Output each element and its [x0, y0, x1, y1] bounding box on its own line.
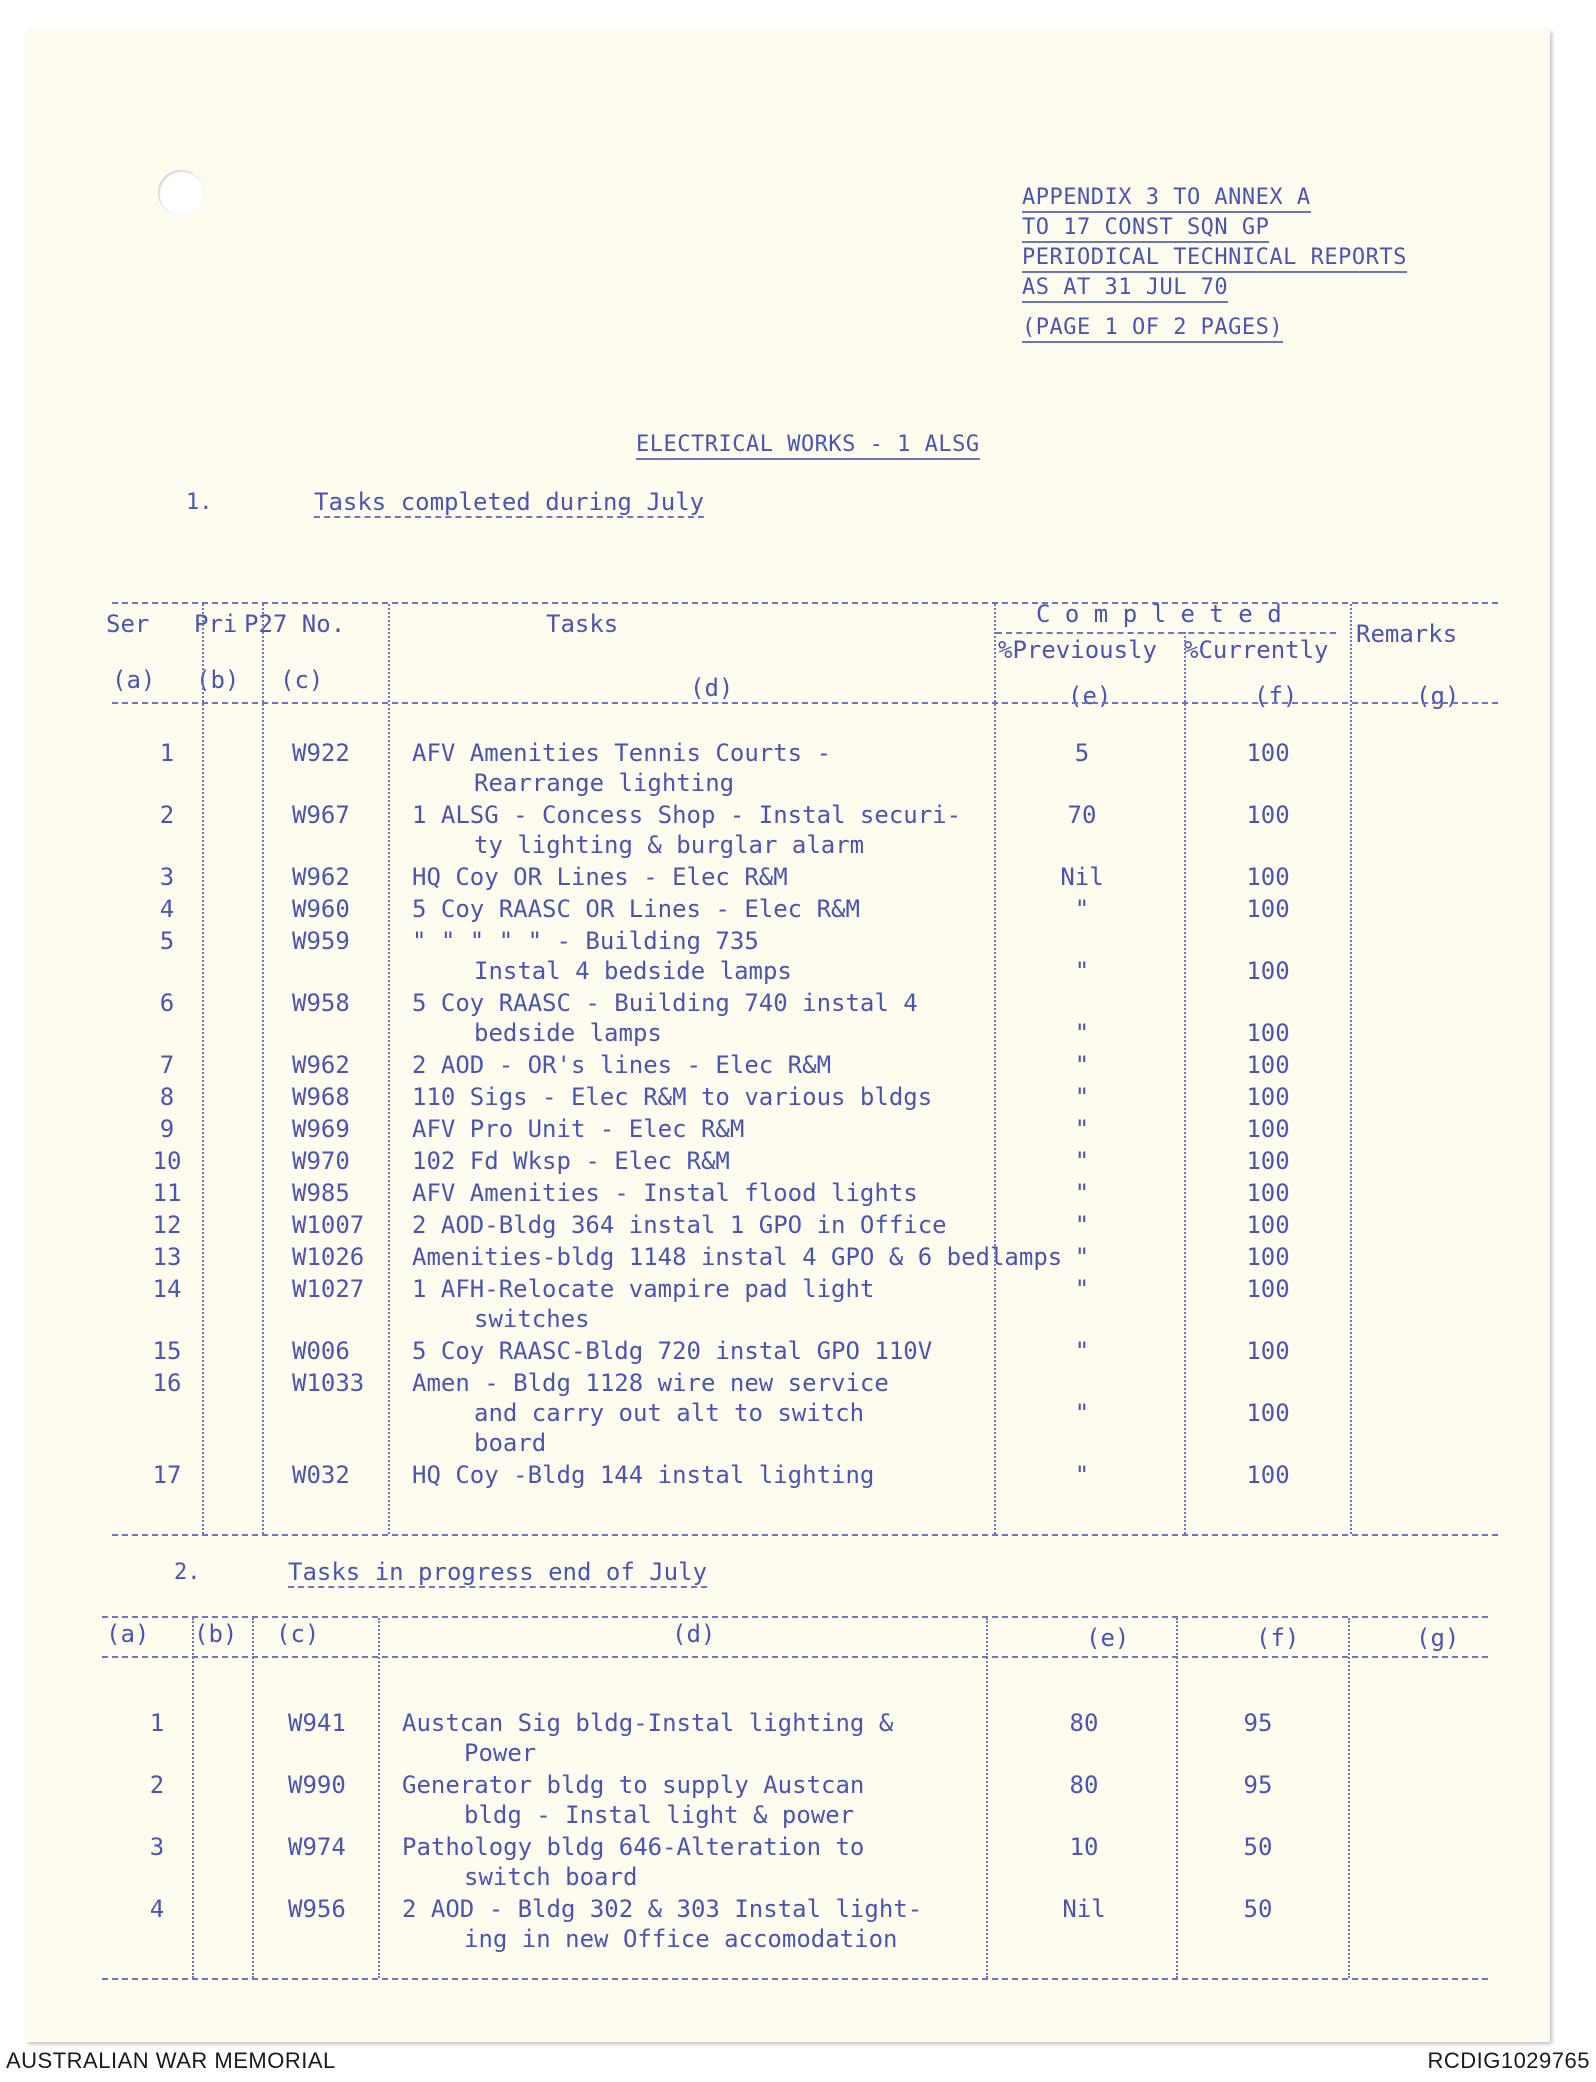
col-letter-g: (g): [1416, 682, 1460, 710]
cell-ser: 10: [152, 1147, 182, 1175]
col-header-currently: %Currently: [1184, 636, 1329, 664]
cell-currently: 100: [1246, 739, 1290, 767]
column-separator: [994, 604, 996, 1534]
cell-ser: 3: [149, 1833, 165, 1861]
column-separator: [1348, 1618, 1350, 1978]
cell-ser: 4: [149, 1895, 165, 1923]
cell-p27: W962: [292, 1051, 350, 1079]
cell-ser: 15: [152, 1337, 182, 1365]
cell-currently: 100: [1246, 957, 1290, 985]
col-letter-e: (e): [1068, 682, 1112, 710]
cell-currently: 100: [1246, 1461, 1290, 1489]
column-separator: [1176, 1618, 1178, 1978]
cell-task-line: Amenities-bldg 1148 instal 4 GPO & 6 bedlamps: [412, 1243, 1063, 1271]
archive-credit: AUSTRALIAN WAR MEMORIAL: [6, 2048, 336, 2073]
cell-p27: W990: [288, 1771, 346, 1799]
cell-p27: W958: [292, 989, 350, 1017]
cell-task-line: 2 AOD-Bldg 364 instal 1 GPO in Office: [412, 1211, 947, 1239]
section-1-heading: Tasks completed during July: [314, 488, 705, 516]
cell-previously: ": [1074, 1115, 1090, 1143]
header-line-3: PERIODICAL TECHNICAL REPORTS: [1022, 243, 1407, 273]
cell-p27: W1007: [292, 1211, 365, 1239]
column-separator: [378, 1618, 380, 1978]
cell-task-line: board: [474, 1429, 547, 1457]
cell-ser: 13: [152, 1243, 182, 1271]
cell-p27: W967: [292, 801, 350, 829]
cell-p27: W962: [292, 863, 350, 891]
col-header-remarks: Remarks: [1356, 620, 1458, 648]
cell-task-line: Generator bldg to supply Austcan: [402, 1771, 865, 1799]
cell-task-line: switches: [474, 1305, 590, 1333]
cell-previously: ": [1074, 1211, 1090, 1239]
col-letter-a: (a): [112, 666, 156, 694]
cell-currently: 100: [1246, 1275, 1290, 1303]
cell-task-line: HQ Coy OR Lines - Elec R&M: [412, 863, 788, 891]
cell-task-line: Power: [464, 1739, 537, 1767]
cell-ser: 9: [159, 1115, 175, 1143]
cell-previously: 80: [1069, 1709, 1099, 1737]
cell-p27: W922: [292, 739, 350, 767]
cell-ser: 1: [159, 739, 175, 767]
cell-currently: 100: [1246, 801, 1290, 829]
cell-currently: 100: [1246, 1337, 1290, 1365]
cell-previously: ": [1074, 1019, 1090, 1047]
cell-previously: ": [1074, 1461, 1090, 1489]
cell-p27: W941: [288, 1709, 346, 1737]
cell-task-line: Pathology bldg 646-Alteration to: [402, 1833, 865, 1861]
col-letter-f: (f): [1256, 1624, 1300, 1652]
table-rule: [102, 1616, 1488, 1618]
cell-currently: 100: [1246, 1243, 1290, 1271]
col-letter-a: (a): [106, 1620, 150, 1648]
cell-task-line: and carry out alt to switch: [474, 1399, 865, 1427]
cell-ser: 14: [152, 1275, 182, 1303]
cell-currently: 100: [1246, 1179, 1290, 1207]
cell-task-line: 102 Fd Wksp - Elec R&M: [412, 1147, 730, 1175]
cell-task-line: " " " " " - Building 735: [412, 927, 759, 955]
header-line-1: APPENDIX 3 TO ANNEX A: [1022, 183, 1407, 213]
page-indicator: (PAGE 1 OF 2 PAGES): [1022, 313, 1407, 343]
section-2-number: 2.: [174, 1560, 201, 1585]
cell-ser: 16: [152, 1369, 182, 1397]
section-1-number: 1.: [186, 490, 213, 515]
column-separator: [388, 604, 390, 1534]
cell-previously: 80: [1069, 1771, 1099, 1799]
cell-currently: 100: [1246, 895, 1290, 923]
column-separator: [252, 1618, 254, 1978]
cell-p27: W1033: [292, 1369, 365, 1397]
cell-task-line: 2 AOD - OR's lines - Elec R&M: [412, 1051, 832, 1079]
cell-p27: W959: [292, 927, 350, 955]
col-letter-c: (c): [280, 666, 324, 694]
cell-currently: 100: [1246, 1019, 1290, 1047]
cell-task-line: AFV Amenities Tennis Courts -: [412, 739, 832, 767]
column-separator: [1184, 632, 1186, 1534]
col-header-previously: %Previously: [998, 636, 1157, 664]
col-letter-b: (b): [196, 666, 240, 694]
cell-previously: ": [1074, 1243, 1090, 1271]
table-rule: [112, 602, 1498, 604]
cell-p27: W1027: [292, 1275, 365, 1303]
cell-ser: 5: [159, 927, 175, 955]
cell-p27: W974: [288, 1833, 346, 1861]
cell-previously: ": [1074, 1147, 1090, 1175]
cell-ser: 4: [159, 895, 175, 923]
cell-ser: 12: [152, 1211, 182, 1239]
cell-p27: W1026: [292, 1243, 365, 1271]
cell-task-line: ty lighting & burglar alarm: [474, 831, 865, 859]
cell-previously: ": [1074, 1051, 1090, 1079]
cell-ser: 2: [149, 1771, 165, 1799]
cell-task-line: 110 Sigs - Elec R&M to various bldgs: [412, 1083, 933, 1111]
cell-currently: 50: [1243, 1833, 1273, 1861]
cell-currently: 100: [1246, 1115, 1290, 1143]
cell-task-line: Amen - Bldg 1128 wire new service: [412, 1369, 889, 1397]
cell-p27: W032: [292, 1461, 350, 1489]
cell-currently: 100: [1246, 863, 1290, 891]
cell-task-line: bldg - Instal light & power: [464, 1801, 855, 1829]
punch-hole: [158, 170, 204, 216]
table-rule: [102, 1656, 1488, 1658]
table-rule: [112, 1534, 1498, 1536]
cell-previously: 70: [1067, 801, 1097, 829]
archive-reference: RCDIG1029765: [1427, 2048, 1590, 2073]
col-header-ser: Ser: [106, 610, 150, 638]
cell-task-line: switch board: [464, 1863, 638, 1891]
completed-tasks-table: [86, 570, 1526, 1550]
col-letter-c: (c): [276, 1620, 320, 1648]
column-separator: [986, 1618, 988, 1978]
cell-p27: W969: [292, 1115, 350, 1143]
cell-task-line: Instal 4 bedside lamps: [474, 957, 792, 985]
header-line-4: AS AT 31 JUL 70: [1022, 273, 1407, 303]
cell-previously: ": [1074, 957, 1090, 985]
cell-ser: 2: [159, 801, 175, 829]
cell-previously: ": [1074, 895, 1090, 923]
cell-task-line: AFV Pro Unit - Elec R&M: [412, 1115, 745, 1143]
col-letter-g: (g): [1416, 1624, 1460, 1652]
cell-ser: 11: [152, 1179, 182, 1207]
section-2-heading: Tasks in progress end of July: [288, 1558, 708, 1586]
cell-p27: W985: [292, 1179, 350, 1207]
cell-task-line: 5 Coy RAASC - Building 740 instal 4: [412, 989, 918, 1017]
column-separator: [1350, 604, 1352, 1534]
cell-previously: ": [1074, 1337, 1090, 1365]
col-letter-d: (d): [690, 674, 734, 702]
appendix-header: [1022, 183, 1407, 343]
cell-p27: W970: [292, 1147, 350, 1175]
cell-task-line: 2 AOD - Bldg 302 & 303 Instal light-: [402, 1895, 923, 1923]
cell-task-line: 5 Coy RAASC-Bldg 720 instal GPO 110V: [412, 1337, 933, 1365]
cell-ser: 8: [159, 1083, 175, 1111]
cell-previously: ": [1074, 1275, 1090, 1303]
cell-p27: W968: [292, 1083, 350, 1111]
cell-task-line: Rearrange lighting: [474, 769, 735, 797]
in-progress-tasks-table: [76, 1612, 1526, 1992]
cell-task-line: Austcan Sig bldg-Instal lighting &: [402, 1709, 894, 1737]
cell-currently: 100: [1246, 1147, 1290, 1175]
cell-task-line: 5 Coy RAASC OR Lines - Elec R&M: [412, 895, 860, 923]
table-rule: [996, 632, 1336, 634]
cell-ser: 7: [159, 1051, 175, 1079]
cell-previously: Nil: [1060, 863, 1104, 891]
col-letter-b: (b): [194, 1620, 238, 1648]
cell-previously: ": [1074, 1083, 1090, 1111]
cell-p27: W956: [288, 1895, 346, 1923]
header-line-2: TO 17 CONST SQN GP: [1022, 213, 1407, 243]
cell-task-line: 1 ALSG - Concess Shop - Instal securi-: [412, 801, 962, 829]
col-header-completed: C o m p l e t e d: [1036, 600, 1282, 628]
cell-currently: 100: [1246, 1211, 1290, 1239]
cell-previously: 10: [1069, 1833, 1099, 1861]
table-rule: [112, 702, 1498, 704]
cell-previously: ": [1074, 1399, 1090, 1427]
cell-p27: W006: [292, 1337, 350, 1365]
cell-p27: W960: [292, 895, 350, 923]
cell-previously: 5: [1074, 739, 1090, 767]
cell-task-line: ing in new Office accomodation: [464, 1925, 898, 1953]
cell-previously: ": [1074, 1179, 1090, 1207]
column-separator: [202, 604, 204, 1534]
document-title: ELECTRICAL WORKS - 1 ALSG: [636, 432, 980, 460]
col-header-pri: Pri: [194, 610, 238, 638]
cell-ser: 6: [159, 989, 175, 1017]
col-letter-f: (f): [1254, 682, 1298, 710]
cell-ser: 1: [149, 1709, 165, 1737]
col-header-tasks: Tasks: [546, 610, 619, 638]
cell-task-line: 1 AFH-Relocate vampire pad light: [412, 1275, 875, 1303]
cell-currently: 95: [1243, 1771, 1273, 1799]
cell-currently: 100: [1246, 1083, 1290, 1111]
cell-currently: 95: [1243, 1709, 1273, 1737]
column-separator: [192, 1618, 194, 1978]
cell-task-line: bedside lamps: [474, 1019, 662, 1047]
cell-task-line: AFV Amenities - Instal flood lights: [412, 1179, 918, 1207]
document-page: [26, 30, 1550, 2042]
cell-ser: 3: [159, 863, 175, 891]
cell-currently: 100: [1246, 1051, 1290, 1079]
col-header-p27: P27 No.: [244, 610, 346, 638]
cell-task-line: HQ Coy -Bldg 144 instal lighting: [412, 1461, 875, 1489]
col-letter-e: (e): [1086, 1624, 1130, 1652]
col-letter-d: (d): [672, 1620, 716, 1648]
table-rule: [102, 1978, 1488, 1980]
cell-ser: 17: [152, 1461, 182, 1489]
column-separator: [262, 604, 264, 1534]
cell-previously: Nil: [1062, 1895, 1106, 1923]
cell-currently: 50: [1243, 1895, 1273, 1923]
cell-currently: 100: [1246, 1399, 1290, 1427]
